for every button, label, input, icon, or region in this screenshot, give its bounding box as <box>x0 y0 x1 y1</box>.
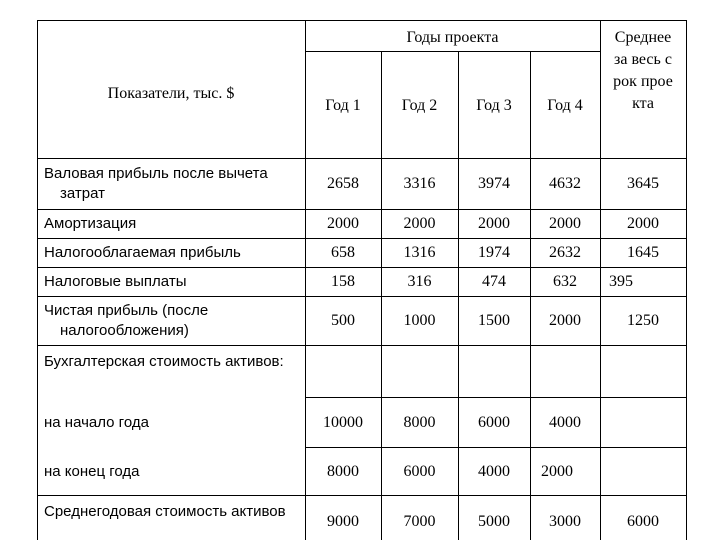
row-value: 632 <box>553 273 577 290</box>
table-right-border <box>686 20 687 540</box>
row-value: 2632 <box>549 244 581 261</box>
row-average: 6000 <box>627 513 659 530</box>
row-value: 8000 <box>327 463 359 480</box>
row-divider <box>305 397 687 398</box>
row-divider <box>37 209 687 210</box>
row-value: 1000 <box>403 312 436 329</box>
row-value: 658 <box>331 244 355 261</box>
row-value: 316 <box>407 273 432 290</box>
row-value: 4000 <box>549 414 581 431</box>
row-value: 2000 <box>478 215 510 232</box>
row-label: на конец года <box>44 463 140 480</box>
row-value: 6000 <box>403 463 436 480</box>
row-divider <box>37 495 687 496</box>
row-value: 10000 <box>323 414 363 431</box>
row-average: 2000 <box>627 215 659 232</box>
row-value: 4632 <box>549 175 581 192</box>
row-label: Амортизация <box>44 215 137 232</box>
row-value: 500 <box>331 312 355 329</box>
table-top-border <box>37 20 687 21</box>
year-header: Год 4 <box>547 97 583 114</box>
row-label: Налогооблагаемая прибыль <box>44 244 241 261</box>
row-divider <box>37 345 687 346</box>
row-average: 1645 <box>627 244 659 261</box>
row-value: 3316 <box>403 175 436 192</box>
indicators-header: Показатели, тыс. $ <box>107 85 235 102</box>
project-years-header: Годы проекта <box>406 29 499 46</box>
row-value: 2000 <box>549 312 581 329</box>
row-value: 3974 <box>478 175 510 192</box>
row-value: 158 <box>331 273 355 290</box>
row-value: 4000 <box>478 463 510 480</box>
row-value: 2000 <box>403 215 436 232</box>
header-bottom-border <box>37 158 687 159</box>
row-label: Налоговые выплаты <box>44 273 187 290</box>
row-value: 6000 <box>478 414 510 431</box>
row-average: 3645 <box>627 175 659 192</box>
row-value: 3000 <box>549 513 581 530</box>
row-value: 9000 <box>327 513 359 530</box>
row-divider <box>37 238 687 239</box>
row-value: 5000 <box>478 513 510 530</box>
year-header: Год 2 <box>401 97 438 114</box>
row-divider <box>37 267 687 268</box>
row-label: Чистая прибыль (после налогообложения) <box>44 302 209 339</box>
year-header: Год 3 <box>476 97 512 114</box>
row-label: Среднегодовая стоимость активов <box>44 503 286 520</box>
row-value: 1500 <box>478 312 510 329</box>
row-value: 1974 <box>478 244 510 261</box>
row-value: 2000 <box>541 463 573 480</box>
row-label: на начало года <box>44 414 149 431</box>
row-value: 2658 <box>327 175 359 192</box>
row-label: Валовая прибыль после вычета затрат <box>44 165 268 202</box>
row-divider <box>37 296 687 297</box>
row-label: Бухгалтерская стоимость активов: <box>44 353 284 370</box>
row-value: 1316 <box>403 244 436 261</box>
header-year-divider <box>305 51 600 52</box>
column-divider <box>530 51 531 540</box>
row-value: 2000 <box>327 215 359 232</box>
average-header: Среднее за весь срок прое кта <box>613 29 673 112</box>
year-header: Год 1 <box>325 97 361 114</box>
row-divider <box>305 447 687 448</box>
row-value: 474 <box>482 273 506 290</box>
row-value: 8000 <box>403 414 436 431</box>
row-average: 1250 <box>627 312 659 329</box>
row-value: 2000 <box>549 215 581 232</box>
row-value: 7000 <box>403 513 436 530</box>
row-average: 395 <box>609 273 633 290</box>
